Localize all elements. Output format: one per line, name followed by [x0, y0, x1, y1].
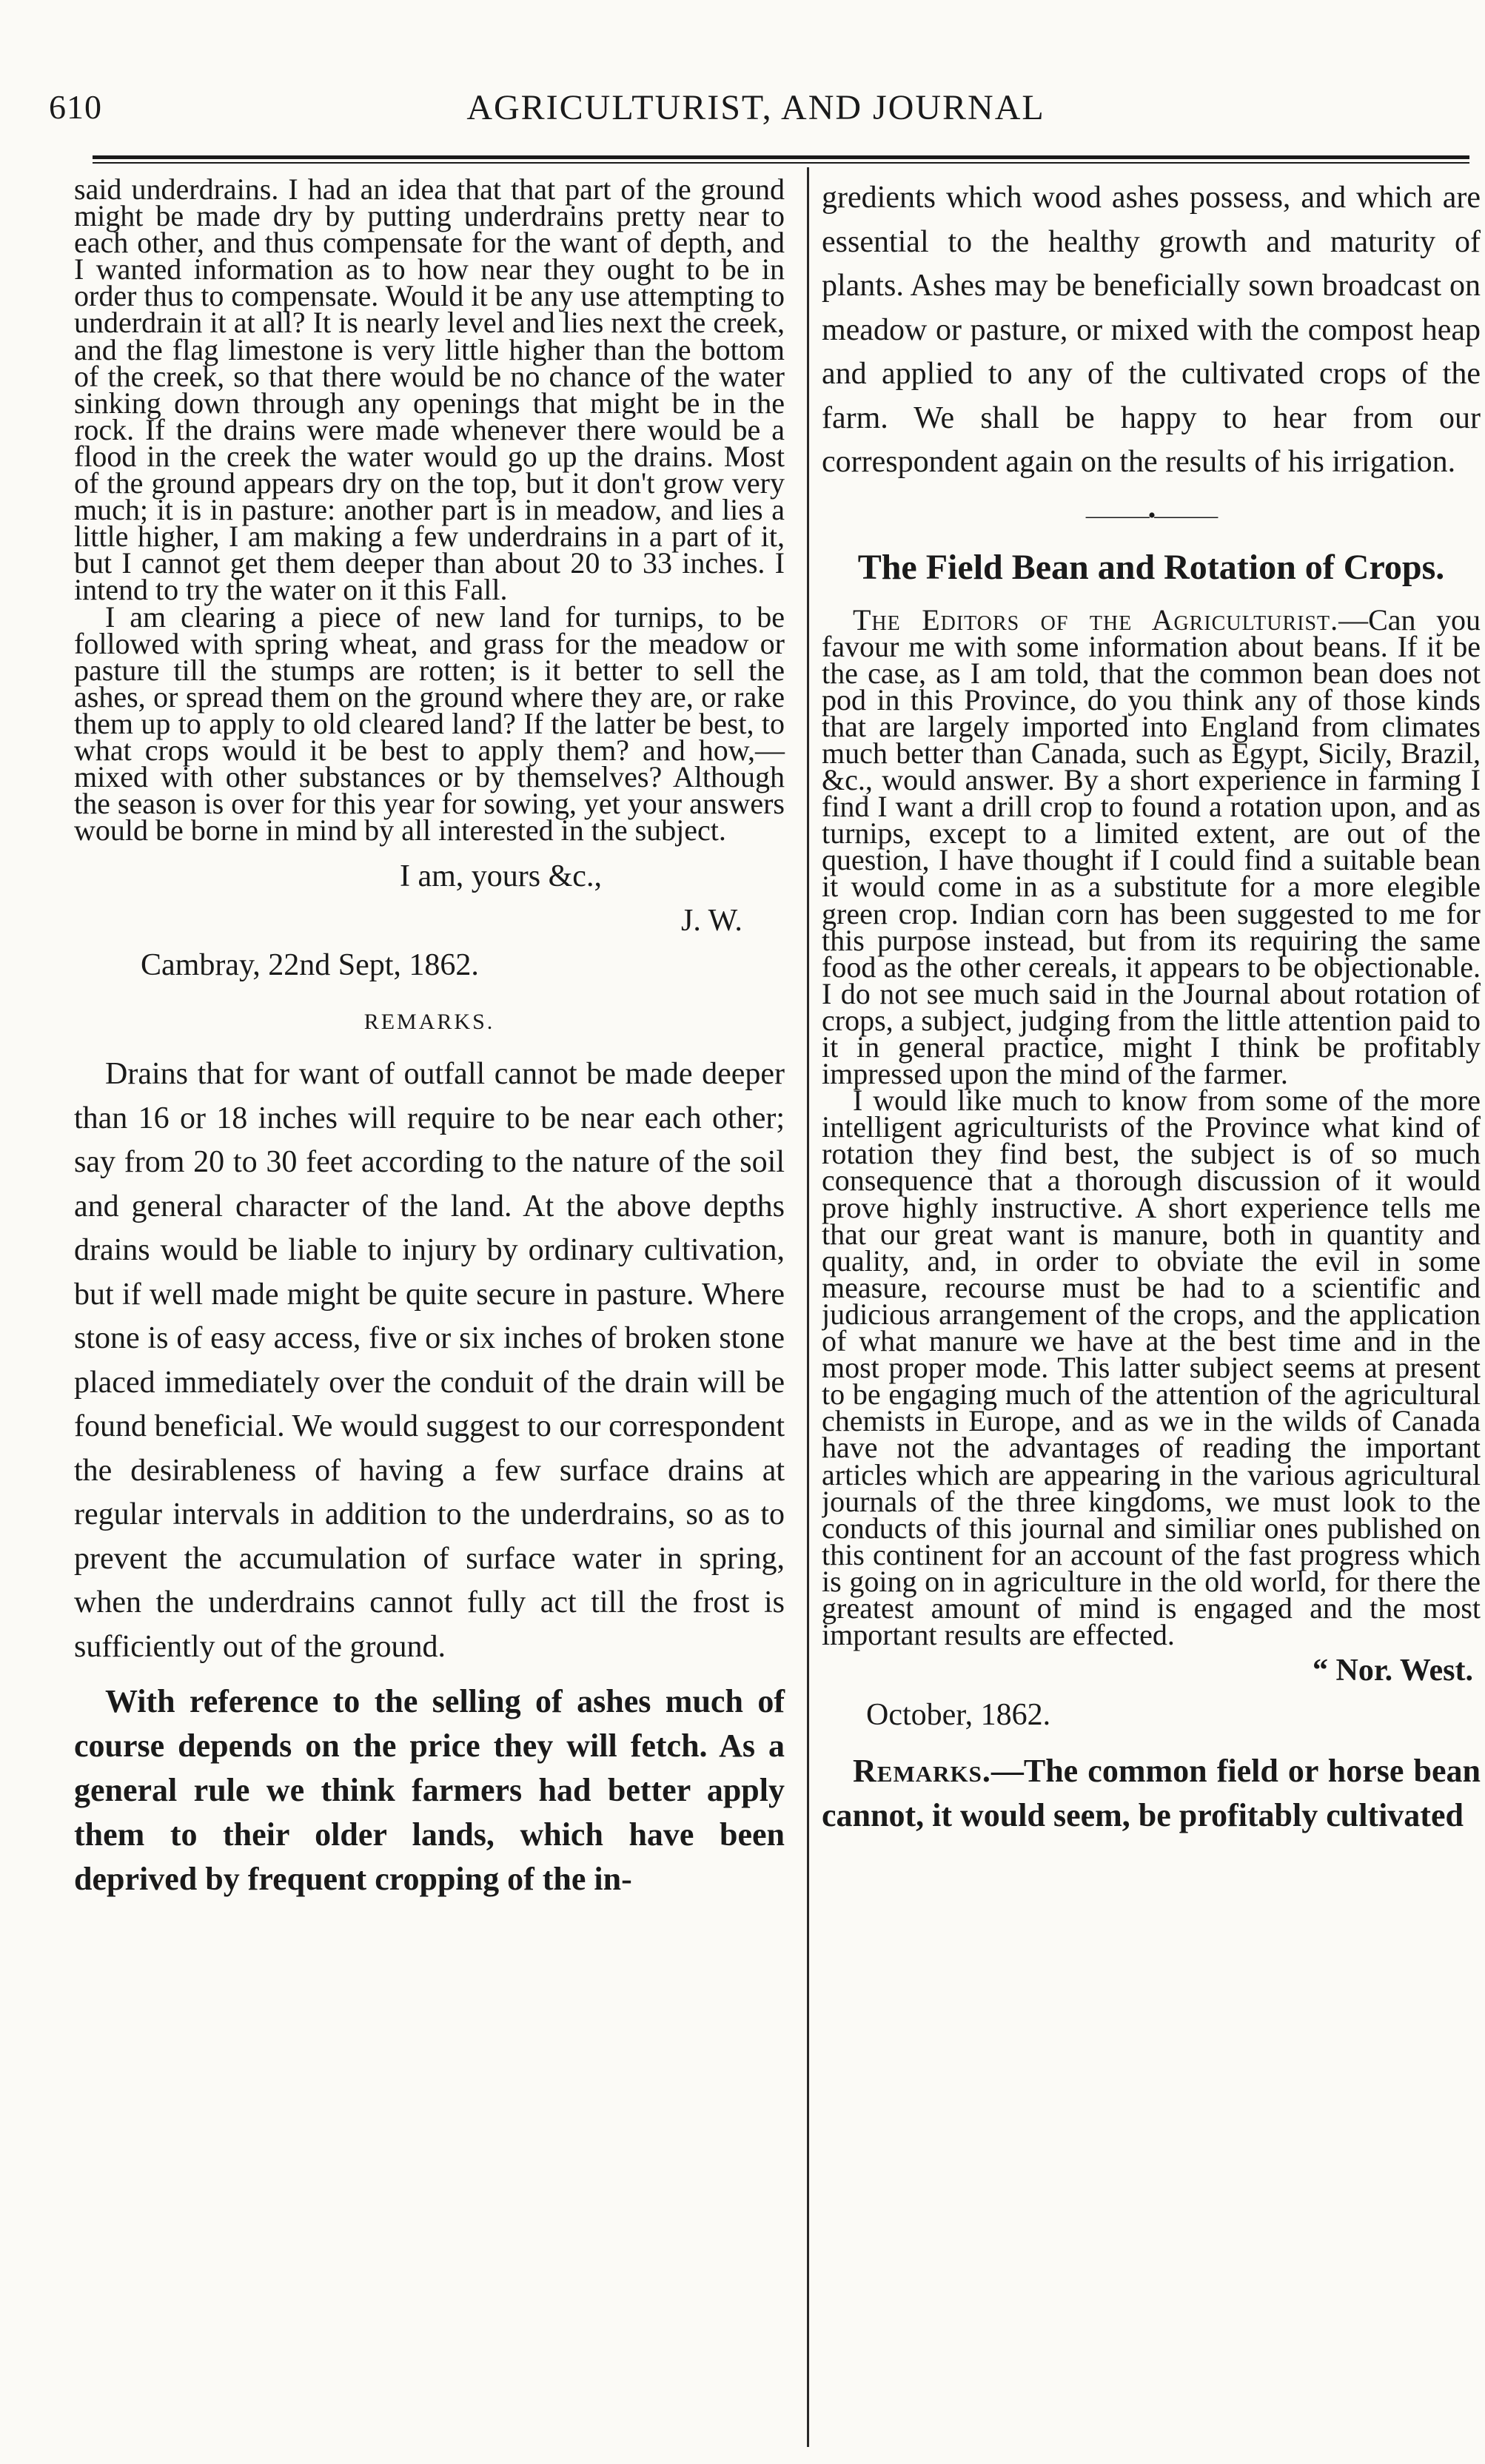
letter-paragraph: I am clearing a piece of new land for turnips, to be followed with spring wheat, and grass for the meadow or pasture till the stumps are rotten; is it better to sell the ashes, or spread them on the ground where they are, or rake them up to apply to old cleared land? If the latter be best, to what crops would it be best to apply them? and how,—mixed with other substances or by themselves? Although the season is over for this year for sowing, yet your answers would be borne in mind by all interested in the subject. — [74, 600, 785, 847]
remarks-label: REMARKS. — [363, 1010, 495, 1035]
letter-paragraph: I would like much to know from some of the more intelligent agriculturists of the Province what kind of rotation they find best, the subject is of so much consequence that a thorough discussion of it would prove highly instructive. A short experience tells me that our great want is manure, both in quantity and quality, and, in order to obviate the evil in some measure, recourse must be had to a scientific and judicious arrangement of the crops, and the application of what manure we have at the best time and in the most proper mode. This latter subject seems at present to be engaging much of the attention of the agricultural chemists in Europe, and as we in the wilds of Canada have not the advantages of reading the important articles which are appearing in the various agricultural journals of the three kingdoms, we must look to the conducts of this journal and similiar ones published on this continent for an account of the fast progress which is going on in agriculture in the old world, for there the greatest amount of mind is engaged and the most important results are effected. — [822, 1084, 1481, 1652]
section-ornament: ———•——— — [1085, 503, 1217, 528]
letter-text: —Can you favour me with some information about beans. If it be the case, as I am told, that the common bean does not pod in this Province, do you think any of those kinds that are largely imported into England from climates much better than Canada, such as Egypt, Sicily, Brazil, &c., would answer. By a short experience in farming I find I want a drill crop to found a rotation upon, and as turnips, except to a limited extent, are out of the question, I have thought if I could find a suitable bean it would come in as a substitute for a more elegible green crop. Indian corn has been suggested to me for this purpose instead, but from its requiring the same food as the other cereals, it appears to be objectionable. I do not see much said in the Journal about rotation of crops, a subject, judging from the little attention paid to it in general practice, might I think be profitably impressed upon the mind of the farmer. — [822, 602, 1481, 1091]
letter-paragraph — [822, 602, 1481, 1091]
page-header — [49, 87, 1463, 139]
letter-signature: “ Nor. West. — [1312, 1654, 1473, 1688]
left-column — [74, 172, 785, 1901]
header-rule — [93, 155, 1469, 159]
column-divider — [807, 167, 809, 2447]
remarks-continuation: gredients which wood ashes possess, and which are essential to the healthy growth and maturity of plants. Ashes may be beneficially sown broadcast on meadow or pasture, or mixed with the compost heap and applied to any of the cultivated crops of the farm. We shall be happy to hear from our correspondent again on the results of his irrigation. — [822, 181, 1481, 479]
header-rule-thin — [93, 162, 1469, 164]
letter-place-date: Cambray, 22nd Sept, 1862. — [141, 948, 479, 983]
remarks-paragraph: With reference to the selling of ashes much of course depends on the price they will fetch. As a general rule we think farmers had better apply them to their older lands, which have been deprived by frequent cropping of the in- — [74, 1683, 785, 1898]
remarks-text: —The common field or horse bean cannot, it would seem, be profitably cultivated — [822, 1753, 1481, 1834]
salutation: The Editors of the Agriculturist. — [853, 602, 1339, 637]
running-head: AGRICULTURIST, AND JOURNAL — [466, 88, 1045, 127]
letter-closing: I am, yours &c., — [400, 859, 602, 894]
letter-paragraph: said underdrains. I had an idea that that part of the ground might be made dry by putting underdrains pretty near to each other, and thus compensate for the want of depth, and I wanted information as to how near they ought to be in order thus to compensate. Would it be any use attempting to underdrain it at all? It is nearly level and lies next the creek, and the flag limestone is very little higher than the bottom of the creek, so that there would be no chance of the water sinking down through any openings that might be in the rock. If the drains were made whenever there would be a flood in the creek the water would go up the drains. Most of the ground appears dry on the top, but it don't grow very much; it is in pasture: another part is in meadow, and lies a little higher, I am making a few underdrains in a part of it, but I cannot get them deeper than about 20 to 33 inches. I intend to try the water on it this Fall. — [74, 172, 785, 607]
remarks-label: Remarks. — [853, 1753, 991, 1790]
letter-date: October, 1862. — [866, 1698, 1051, 1733]
remarks-paragraph: Drains that for want of outfall cannot be made deeper than 16 or 18 inches will require to be near each other; say from 20 to 30 feet according to the nature of the soil and general character of the land. At the above depths drains would be liable to injury by ordinary cultivation, but if well made might be quite secure in pasture. Where stone is of easy access, five or six inches of broken stone placed immediately over the conduit of the drain will be found beneficial. We would suggest to our correspondent the desirableness of having a few surface drains at regular intervals in addition to the underdrains, so as to prevent the accumulation of surface water in spring, when the underdrains cannot fully act till the frost is sufficiently out of the ground. — [74, 1057, 785, 1664]
article-title: The Field Bean and Rotation of Crops. — [857, 547, 1445, 587]
remarks-paragraph — [822, 1749, 1481, 1838]
page-number: 610 — [49, 88, 102, 126]
right-column — [822, 176, 1481, 1838]
letter-signature: J. W. — [681, 904, 742, 939]
